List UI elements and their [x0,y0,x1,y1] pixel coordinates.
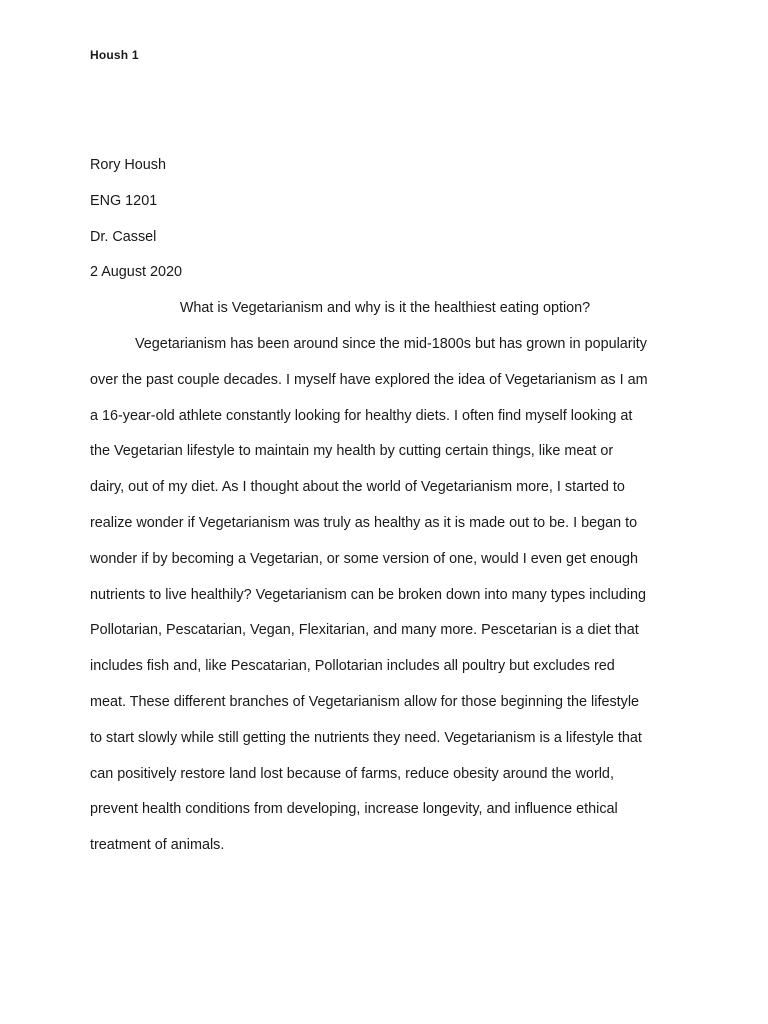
paragraph-line [90,327,680,363]
instructor-name: Dr. Cassel [90,228,157,245]
author-name: Rory Housh [90,157,166,173]
paragraph-line: to start slowly while still getting the nutrients they need. Vegetarianism is a lifestyle that [90,729,642,746]
paragraph-line: dairy, out of my diet. As I thought about the world of Vegetarianism more, I started to [90,479,625,496]
paragraph-line: can positively restore land lost because of farms, reduce obesity around the world, [90,765,614,782]
paragraph-first-line: Vegetarianism has been around since the mid-1800s but has grown in popularity [135,335,647,352]
paragraph-line: the Vegetarian lifestyle to maintain my health by cutting certain things, like meat or [90,443,614,460]
paragraph-line: meat. These different branches of Vegetarianism allow for those beginning the lifestyle [90,693,640,710]
paragraph-line: includes fish and, like Pescatarian, Pollotarian includes all poultry but excludes red [90,658,615,675]
paragraph-line: nutrients to live healthily? Vegetarianism can be broken down into many types including [90,586,646,603]
paragraph-line: realize wonder if Vegetarianism was truly as healthy as it is made out to be. I began to [90,514,638,531]
running-header: Housh 1 [90,48,139,62]
essay-title: What is Vegetarianism and why is it the healthiest eating option? [179,300,591,317]
course-name: ENG 1201 [90,192,158,209]
document-body [90,148,680,864]
paragraph-line: wonder if by becoming a Vegetarian, or some version of one, would I even get enough [90,550,638,567]
document-date: 2 August 2020 [90,264,183,281]
paragraph-line: treatment of animals. [90,837,225,854]
paragraph-line: Pollotarian, Pescatarian, Vegan, Flexitarian, and many more. Pescetarian is a diet that [90,622,639,639]
paragraph-line: prevent health conditions from developing, increase longevity, and influence ethical [90,801,618,818]
paragraph-line: over the past couple decades. I myself have explored the idea of Vegetarianism as I am [90,371,648,388]
paragraph-line: a 16-year-old athlete constantly looking for healthy diets. I often find myself looking at [90,407,633,424]
